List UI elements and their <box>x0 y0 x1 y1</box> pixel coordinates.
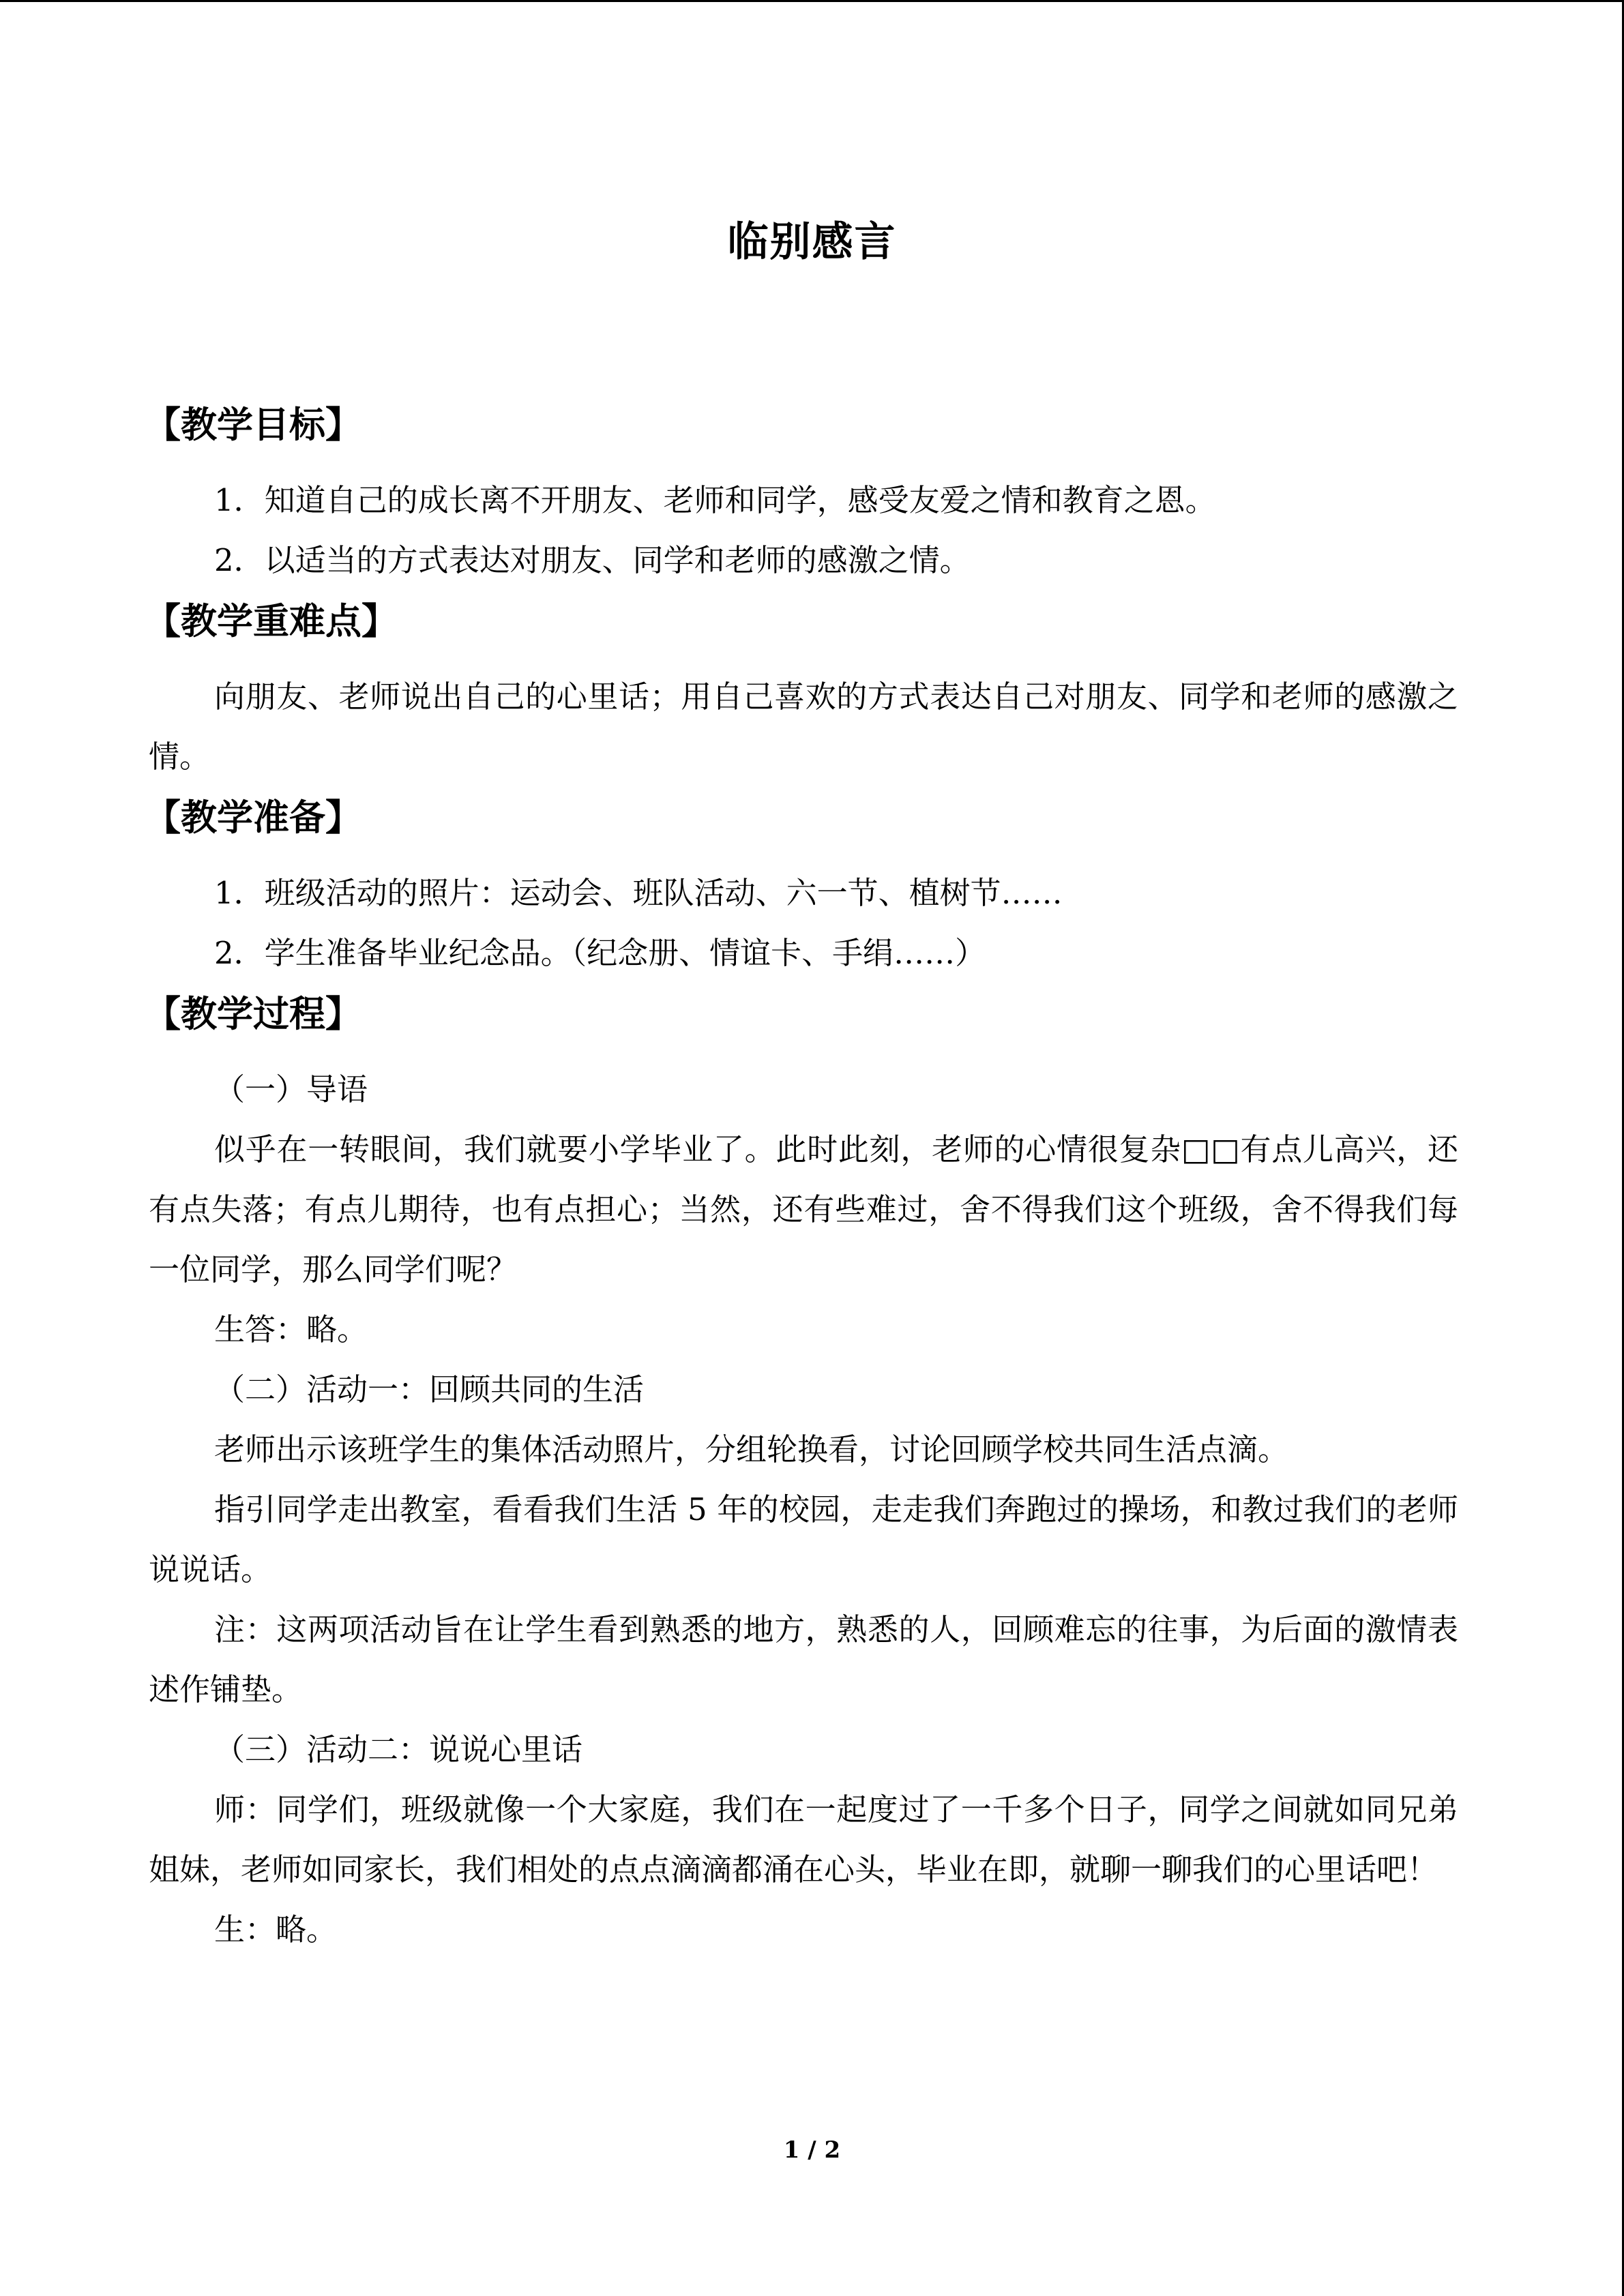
section-heading-preparation: 【教学准备】 <box>145 796 361 839</box>
section-heading-key-points: 【教学重难点】 <box>145 600 398 642</box>
paragraph: 指引同学走出教室，看看我们生活 5 年的校园，走走我们奔跑过的操场，和教过我们的老师说说话。 <box>149 1491 1458 1587</box>
section-heading-objectives: 【教学目标】 <box>145 404 361 446</box>
section-heading-process: 【教学过程】 <box>145 993 361 1035</box>
paragraph: 2．学生准备毕业纪念品。（纪念册、情谊卡、手绢……） <box>214 935 986 971</box>
paragraph: 似乎在一转眼间，我们就要小学毕业了。此时此刻，老师的心情很复杂□□有点儿高兴，还有点失落；有点儿期待，也有点担心；当然，还有些难过，舍不得我们这个班级，舍不得我们每一位同学，那么同学们呢？ <box>149 1131 1458 1287</box>
page-number: 1 / 2 <box>783 2136 841 2164</box>
paragraph: （一）导语 <box>214 1071 368 1107</box>
paragraph: 向朋友、老师说出自己的心里话；用自己喜欢的方式表达自己对朋友、同学和老师的感激之情。 <box>149 679 1458 775</box>
paragraph: 师：同学们，班级就像一个大家庭，我们在一起度过了一千多个日子，同学之间就如同兄弟姐妹，老师如同家长，我们相处的点点滴滴都涌在心头，毕业在即，就聊一聊我们的心里话吧！ <box>149 1791 1458 1888</box>
paragraph: 注：这两项活动旨在让学生看到熟悉的地方，熟悉的人，回顾难忘的往事，为后面的激情表述作铺垫。 <box>149 1611 1458 1708</box>
paragraph: 1．班级活动的照片：运动会、班队活动、六一节、植树节…… <box>214 875 1063 911</box>
paragraph: 老师出示该班学生的集体活动照片，分组轮换看，讨论回顾学校共同生活点滴。 <box>214 1431 1289 1467</box>
paragraph: 生答：略。 <box>214 1311 368 1347</box>
paragraph: 1．知道自己的成长离不开朋友、老师和同学，感受友爱之情和教育之恩。 <box>214 482 1216 518</box>
paragraph: （三）活动二：说说心里话 <box>214 1731 583 1768</box>
document-body <box>145 394 1458 1960</box>
document-title: 临别感言 <box>727 218 897 266</box>
paragraph: 生：略。 <box>214 1911 338 1948</box>
paragraph: 2．以适当的方式表达对朋友、同学和老师的感激之情。 <box>214 542 971 578</box>
paragraph: （二）活动一：回顾共同的生活 <box>214 1371 645 1407</box>
